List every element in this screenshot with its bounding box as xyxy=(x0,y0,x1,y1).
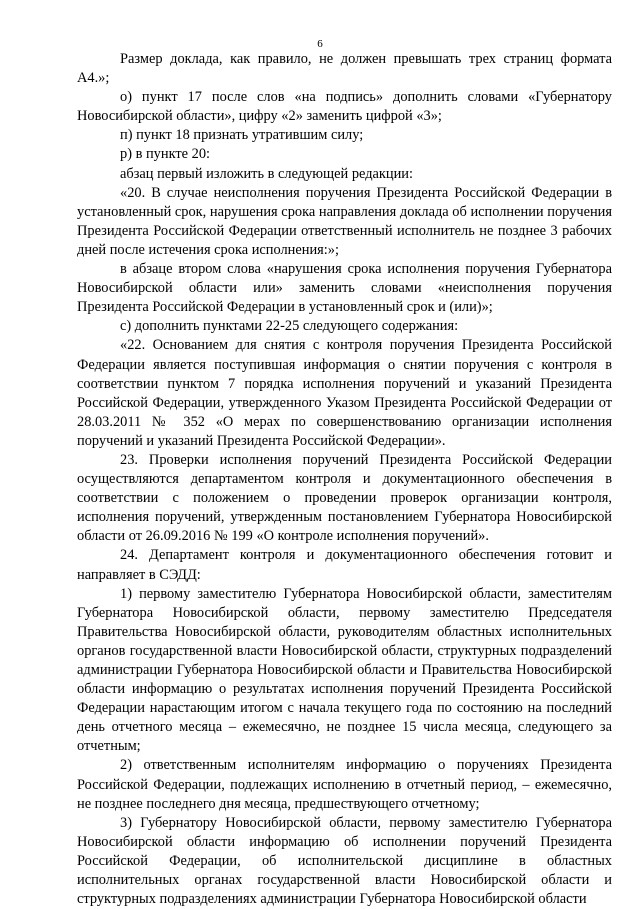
paragraph: с) дополнить пунктами 22-25 следующего содержания: xyxy=(120,318,459,335)
paragraph: 3) Губернатору Новосибирской области, первому заместителю Губернатора Новосибирской области информацию об исполнении поручений Президента Российской Федерации, об исполнительской дисциплине в областных исполнительных органах государственной власти Новосибирской области и структурных подразделениях администрации Губернатора Новосибирской области xyxy=(77,814,612,908)
paragraph: о) пункт 17 после слов «на подпись» дополнить словами «Губернатору Новосибирской области», цифру «2» заменить цифрой «3»; xyxy=(77,89,612,125)
paragraph: в абзаце втором слова «нарушения срока исполнения поручения Губернатора Новосибирской области или» заменить словами «неисполнения поручения Президента Российской Федерации в установленный срок и (или)»; xyxy=(77,261,612,316)
paragraph: Размер доклада, как правило, не должен превышать трех страниц формата А4.»; xyxy=(77,51,612,87)
paragraph: р) в пункте 20: xyxy=(120,146,211,163)
paragraph: 23. Проверки исполнения поручений Президента Российской Федерации осуществляются департаментом контроля и документационного обеспечения в соответствии с положением о проведении проверок организации контроля, исполнения поручений, утвержденным постановлением Губернатора Новосибирской области от 26.09.2016 № 199 «О контроле исполнения поручений». xyxy=(77,451,612,545)
paragraph: п) пункт 18 признать утратившим силу; xyxy=(120,127,364,144)
paragraph: 2) ответственным исполнителям информацию о поручениях Президента Российской Федерации, подлежащих исполнению в отчетный период, – ежемесячно, не позднее последнего дня месяца, предшествующего отчетному; xyxy=(77,757,612,812)
page-number: 6 xyxy=(317,38,323,50)
paragraph: 24. Департамент контроля и документационного обеспечения готовит и направляет в СЭДД: xyxy=(77,547,612,583)
document-body xyxy=(77,50,612,909)
paragraph: «22. Основанием для снятия с контроля поручения Президента Российской Федерации является поступившая информация о снятии поручения с контроля в соответствии пунктом 7 порядка исполнения поручений и указаний Президента Российской Федерации, утвержденного Указом Президента Российской Федерации от 28.03.2011 № 352 «О мерах по совершенствованию организации исполнения поручений и указаний Президента Российской Федерации». xyxy=(77,337,612,449)
paragraph: 1) первому заместителю Губернатора Новосибирской области, заместителям Губернатора Новосибирской области, первому заместителю Председателя Правительства Новосибирской области, руководителям областных исполнительных органов государственной власти Новосибирской области, структурных подразделений администрации Губернатора Новосибирской области и Правительства Новосибирской области информацию о результатах исполнения поручений Президента Российской Федерации нарастающим итогом с начала текущего года по состоянию на последний день отчетного месяца – ежемесячно, не позднее 15 числа месяца, следующего за отчетным; xyxy=(77,585,612,755)
paragraph: «20. В случае неисполнения поручения Президента Российской Федерации в установленный срок, нарушения срока направления доклада об исполнении поручения Президента Российской Федерации ответственный исполнитель не позднее 3 рабочих дней после истечения срока исполнения:»; xyxy=(77,184,612,258)
paragraph: абзац первый изложить в следующей редакции: xyxy=(120,165,414,182)
